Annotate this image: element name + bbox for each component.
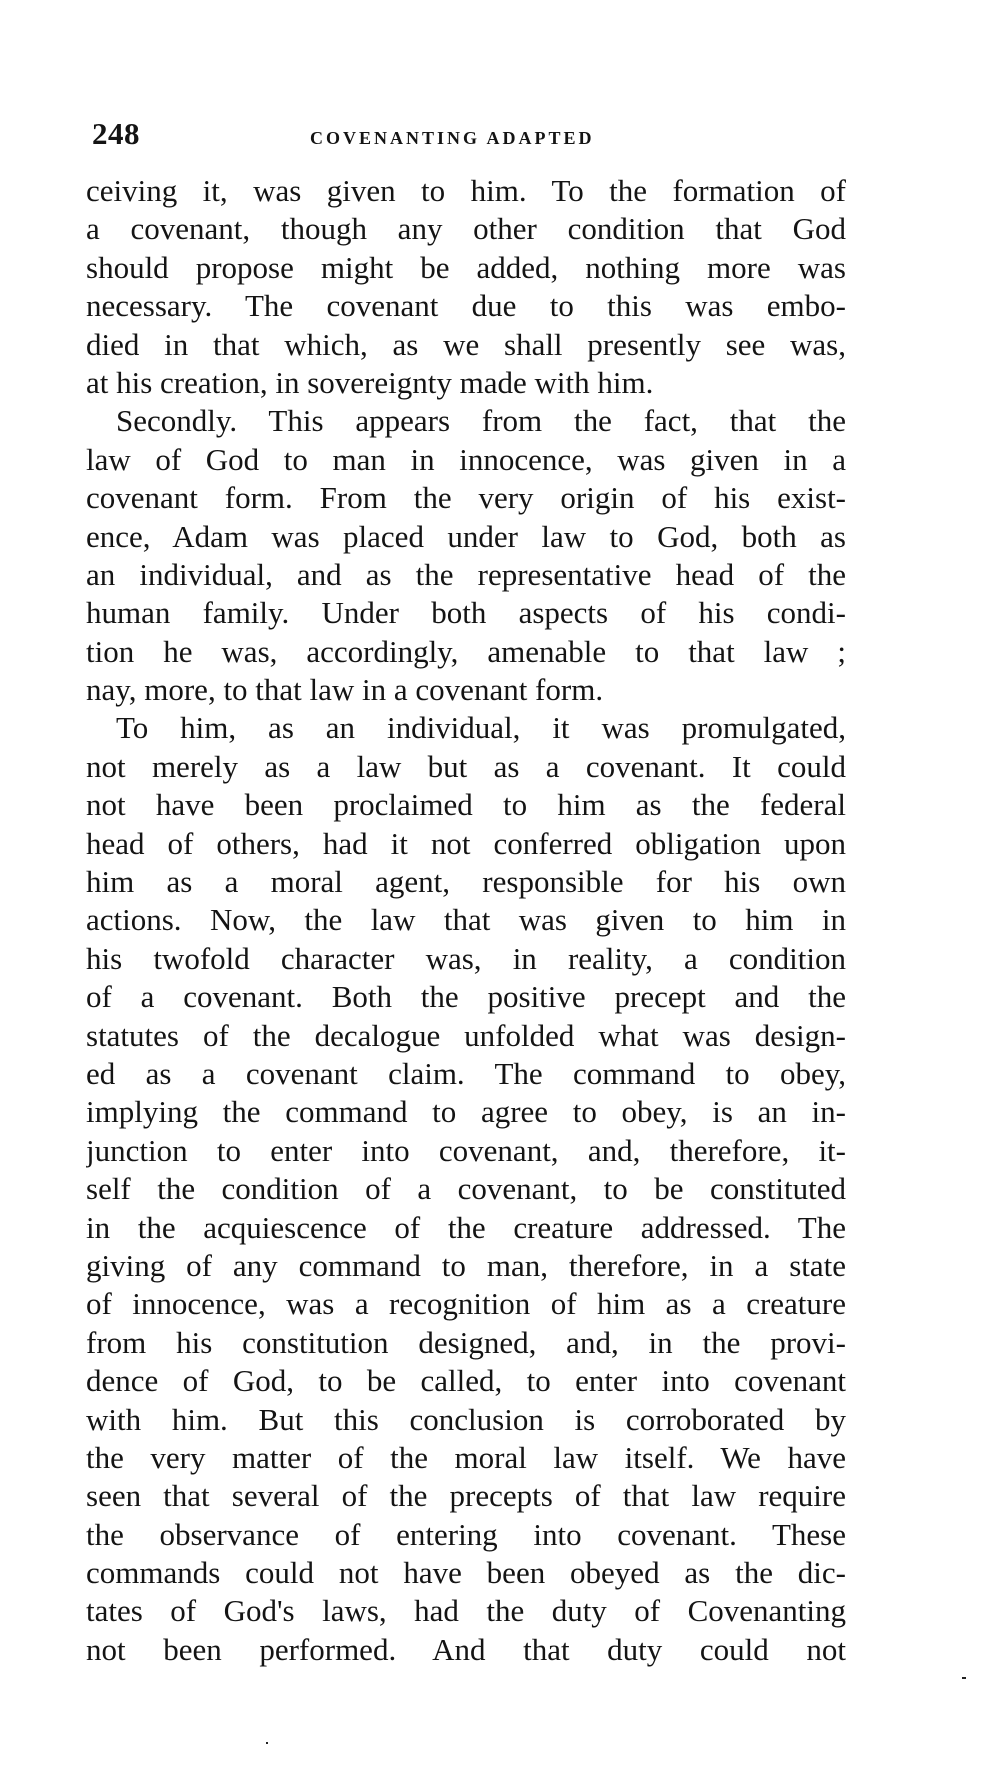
text-line: should propose might be added, nothing more was <box>86 249 846 285</box>
text-line: implying the command to agree to obey, is an in- <box>86 1094 846 1130</box>
text-line: him as a moral agent, responsible for his own <box>86 864 846 900</box>
text-line: in the acquiescence of the creature addressed. The <box>86 1209 846 1245</box>
text-line: not merely as a law but as a covenant. It could <box>86 748 846 784</box>
text-line: ed as a covenant claim. The command to obey, <box>86 1055 846 1091</box>
text-line: an individual, and as the representative head of the <box>86 556 846 592</box>
page-header <box>92 116 852 156</box>
text-line: commands could not have been obeyed as the dic- <box>86 1555 846 1591</box>
text-line: head of others, had it not conferred obligation upon <box>86 825 846 861</box>
text-line: tion he was, accordingly, amenable to that law ; <box>86 633 846 669</box>
text-line: not been performed. And that duty could not <box>86 1631 846 1667</box>
ink-speck <box>962 1677 966 1679</box>
page-number: 248 <box>92 116 140 151</box>
text-line: law of God to man in innocence, was given in a <box>86 441 846 477</box>
text-line: with him. But this conclusion is corroborated by <box>86 1401 846 1437</box>
body-text <box>86 172 846 1669</box>
text-line: of innocence, was a recognition of him as a creature <box>86 1286 846 1322</box>
text-line: To him, as an individual, it was promulgated, <box>116 710 846 746</box>
text-line: tates of God's laws, had the duty of Covenanting <box>86 1593 846 1629</box>
text-line: human family. Under both aspects of his condi- <box>86 595 846 631</box>
text-line: Secondly. This appears from the fact, that the <box>116 403 846 439</box>
text-line: a covenant, though any other condition that God <box>86 211 846 247</box>
text-line: junction to enter into covenant, and, therefore, it- <box>86 1132 846 1168</box>
text-line: the observance of entering into covenant. These <box>86 1516 846 1552</box>
text-line: the very matter of the moral law itself. We have <box>86 1439 846 1475</box>
text-line: nay, more, to that law in a covenant form. <box>86 672 604 708</box>
text-line: dence of God, to be called, to enter into covenant <box>86 1363 846 1399</box>
ink-speck <box>266 1742 268 1744</box>
text-line: statutes of the decalogue unfolded what was design- <box>86 1017 846 1053</box>
text-line: covenant form. From the very origin of his exist- <box>86 480 846 516</box>
text-line: self the condition of a covenant, to be constituted <box>86 1171 846 1207</box>
text-line: actions. Now, the law that was given to him in <box>86 902 846 938</box>
text-line: of a covenant. Both the positive precept and the <box>86 979 846 1015</box>
running-title: COVENANTING ADAPTED <box>310 128 595 148</box>
text-line: ence, Adam was placed under law to God, both as <box>86 518 846 554</box>
text-line: not have been proclaimed to him as the federal <box>86 787 846 823</box>
text-line: giving of any command to man, therefore, in a state <box>86 1247 846 1283</box>
text-line: seen that several of the precepts of that law require <box>86 1478 846 1514</box>
text-line: his twofold character was, in reality, a condition <box>86 940 846 976</box>
text-line: at his creation, in sovereignty made with him. <box>86 364 654 400</box>
text-line: necessary. The covenant due to this was embo- <box>86 288 846 324</box>
text-line: died in that which, as we shall presently see was, <box>86 326 846 362</box>
text-line: from his constitution designed, and, in the provi- <box>86 1324 846 1360</box>
text-line: ceiving it, was given to him. To the formation of <box>86 173 846 208</box>
